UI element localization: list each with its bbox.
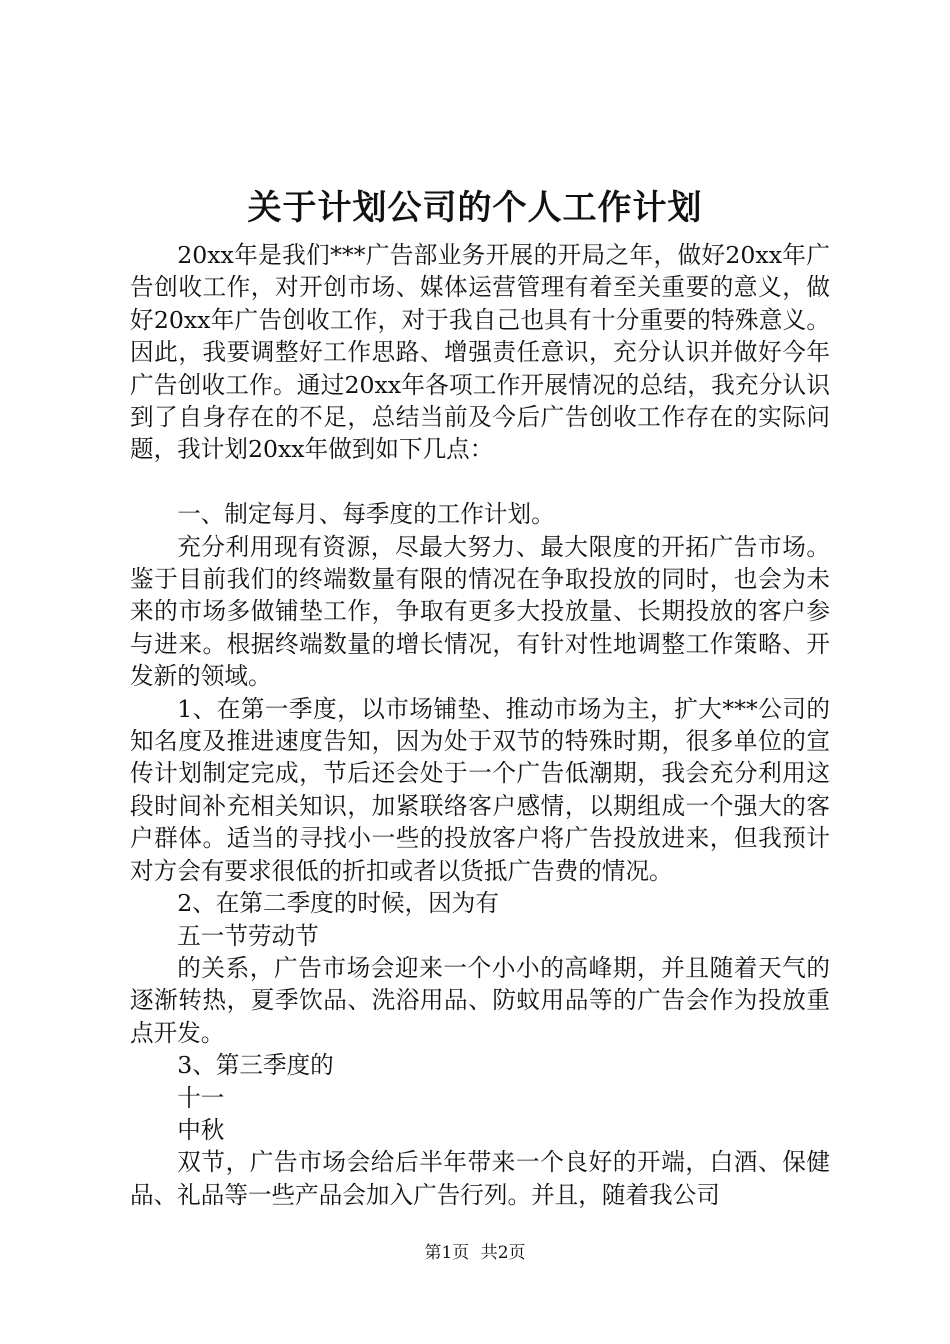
paragraph-q2-holiday: 五一节劳动节 — [177, 921, 319, 950]
paragraph-q1: 1、在第一季度，以市场铺垫、推动市场为主，扩大***公司的知名度及推进速度告知，因为处于双节的特殊时期，很多单位的宣传计划制定完成，节后还会处于一个广告低潮期，我会充分利用这段时间补充相关知识，加紧联络客户感情，以期组成一个强大的客户群体。适当的寻找小一些的投放客户将广告投放进来，但我预计对方会有要求很低的折扣或者以货抵广告费的情况。 — [130, 694, 830, 885]
section-heading-1: 一、制定每月、每季度的工作计划。 — [177, 500, 555, 529]
paragraph-q2: 2、在第二季度的时候，因为有 — [177, 889, 499, 918]
page-footer: 第1页 共2页 — [424, 1243, 526, 1263]
document-body — [130, 239, 830, 1211]
document-title: 关于计划公司的个人工作计划 — [247, 188, 703, 228]
paragraph-gap — [130, 466, 830, 498]
paragraph-q3-holiday-2: 中秋 — [177, 1115, 225, 1144]
paragraph-q3: 3、第三季度的 — [177, 1051, 334, 1080]
paragraph-q3-holiday-1: 十一 — [177, 1083, 225, 1112]
paragraph-q3-detail: 双节，广告市场会给后半年带来一个良好的开端，白酒、保健品、礼品等一些产品会加入广告行列。并且，随着我公司 — [130, 1148, 830, 1209]
paragraph-intro: 20xx年是我们***广告部业务开展的开局之年，做好20xx年广告创收工作，对开创市场、媒体运营管理有着至关重要的意义，做好20xx年广告创收工作，对于我自己也具有十分重要的特殊意义。因此，我要调整好工作思路、增强责任意识，充分认识并做好今年广告创收工作。通过20xx年各项工作开展情况的总结，我充分认识到了自身存在的不足，总结当前及今后广告创收工作存在的实际问题，我计划20xx年做到如下几点： — [130, 241, 830, 464]
paragraph-resources: 充分利用现有资源，尽最大努力、最大限度的开拓广告市场。鉴于目前我们的终端数量有限的情况在争取投放的同时，也会为未来的市场多做铺垫工作，争取有更多大投放量、长期投放的客户参与进来。根据终端数量的增长情况，有针对性地调整工作策略、开发新的领域。 — [130, 532, 830, 691]
paragraph-q2-detail: 的关系，广告市场会迎来一个小小的高峰期，并且随着天气的逐渐转热，夏季饮品、洗浴用品、防蚊用品等的广告会作为投放重点开发。 — [130, 953, 830, 1047]
